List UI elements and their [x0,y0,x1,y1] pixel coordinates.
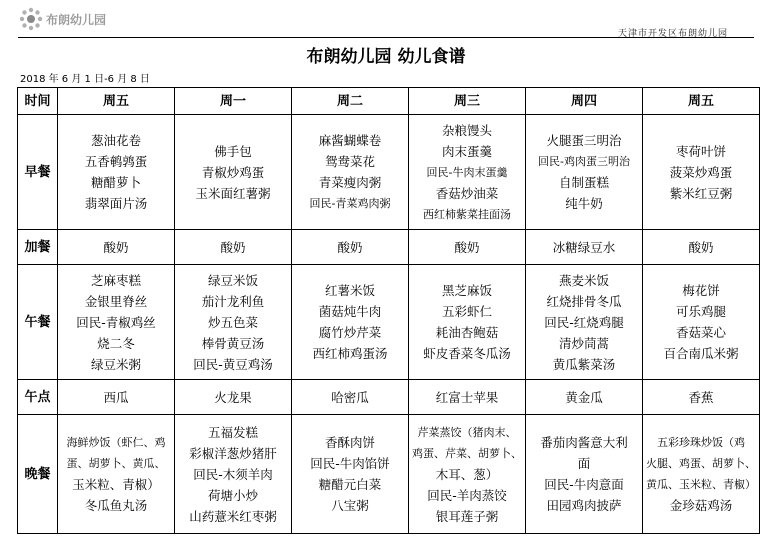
menu-cell [175,115,292,230]
menu-cell [526,115,643,230]
menu-cell [58,415,175,534]
dish-item: 玉米粒、青椒） [72,477,160,492]
menu-cell [175,415,292,534]
dish-item: 绿豆米饭 [207,272,258,288]
dish-item: 酸奶 [337,239,363,255]
dish-item: 佛手包 [214,143,252,159]
menu-cell [643,415,760,534]
meal-row-breakfast [18,115,760,230]
dish-item: 烧二冬 [97,335,135,351]
dish-item: 绿豆米粥 [90,356,141,372]
dish-item: 香蕉 [688,389,714,405]
meal-label: 午餐 [18,265,58,380]
day-header: 周四 [526,88,643,115]
menu-cell [58,115,175,230]
dish-item: 火龙果 [214,389,252,405]
dish-item: 回民-牛肉意面 [544,477,624,492]
header-divider [18,37,754,38]
day-header: 周五 [58,88,175,115]
menu-cell [526,265,643,380]
dish-item: 银耳莲子粥 [435,508,499,524]
menu-cell [58,230,175,265]
dish-item: 五彩虾仁 [441,304,492,319]
dish-item: 芝麻枣糕 [90,272,141,288]
dish-item: 香菇菜心 [675,325,726,340]
dish-item: 五福发糕 [207,424,258,440]
dish-item: 腐竹炒芹菜 [318,325,382,340]
dish-item: 翡翠面片汤 [84,196,148,211]
menu-cell [409,380,526,415]
dish-item: 哈密瓜 [331,389,369,405]
menu-cell [643,380,760,415]
dish-item: 杂粮馒头 [441,122,492,138]
dish-item: 红富士苹果 [435,389,499,405]
dish-item: 鸡蛋、芹菜、胡萝卜、 [412,446,522,460]
page-title: 布朗幼儿园 幼儿食谱 [306,47,466,67]
dish-item: 木耳、葱） [435,466,499,482]
menu-cell [409,230,526,265]
corner-label: 时间 [18,88,58,115]
dish-item: 菠菜炒鸡蛋 [669,164,733,180]
dish-item: 糖醋元白菜 [318,477,382,492]
meal-row-afternoon-snack [18,380,760,415]
dish-item: 回民-牛肉馅饼 [310,456,390,471]
menu-cell [292,265,409,380]
dish-item: 火腿、鸡蛋、胡萝卜、 [646,457,756,470]
dish-item: 荷塘小炒 [207,487,258,503]
dish-item: 黄瓜紫菜汤 [552,356,616,372]
dish-item: 彩椒洋葱炒猪肝 [189,445,277,461]
day-header: 周二 [292,88,409,115]
meal-label: 早餐 [18,115,58,230]
dish-item: 清炒茼蒿 [558,335,609,351]
menu-cell [526,415,643,534]
dish-item: 葱油花卷 [90,133,141,148]
dish-item: 面 [577,456,591,471]
dish-item: 青椒炒鸡蛋 [201,164,265,180]
dish-item: 回民-青菜鸡肉粥 [309,197,391,210]
dish-item: 酸奶 [454,239,480,255]
dish-item: 冰糖绿豆水 [552,239,616,255]
dish-item: 田园鸡肉披萨 [546,498,622,513]
dish-item: 燕麦米饭 [558,272,609,288]
menu-cell [58,265,175,380]
menu-cell [175,380,292,415]
dish-item: 火腿蛋三明治 [546,133,622,148]
menu-cell [409,265,526,380]
day-header: 周五 [643,88,760,115]
meal-label: 午点 [18,380,58,415]
menu-table [17,87,760,534]
dish-item: 鸳鸯菜花 [324,154,375,169]
dish-item: 番茄肉酱意大利 [540,435,628,450]
menu-cell [643,230,760,265]
meal-row-lunch [18,265,760,380]
dish-item: 海鲜炒饭（虾仁、鸡 [66,436,166,449]
logo [18,6,106,32]
dish-item: 芹菜蒸饺（猪肉末、 [417,425,517,439]
dish-item: 回民-牛肉末蛋羹 [426,165,508,179]
dish-item: 青菜瘦肉粥 [318,175,382,190]
menu-cell [526,380,643,415]
dish-item: 纯牛奶 [565,196,603,211]
dish-item: 回民-羊肉蒸饺 [427,487,507,503]
dish-item: 西红柿紫菜挂面汤 [423,207,511,221]
dish-item: 金珍菇鸡汤 [669,498,733,513]
dish-item: 酸奶 [220,239,246,255]
dish-item: 回民-红烧鸡腿 [544,314,624,330]
dish-item: 香酥肉饼 [324,435,375,450]
menu-cell [175,230,292,265]
menu-cell [58,380,175,415]
dish-item: 五彩珍珠炒饭（鸡 [657,436,745,449]
header-row [18,88,760,115]
dish-item: 金银里脊丝 [84,293,148,309]
dish-item: 回民-木须羊肉 [193,466,273,482]
dish-item: 百合南瓜米粥 [663,346,739,361]
menu-cell [643,265,760,380]
menu-cell [292,230,409,265]
dish-item: 黑芝麻饭 [441,283,492,298]
dish-item: 酸奶 [103,239,129,255]
dish-item: 五香鹌鹑蛋 [84,154,148,169]
dish-item: 紫米红豆粥 [669,185,733,201]
dish-item: 回民-鸡肉蛋三明治 [538,155,630,168]
menu-cell [409,115,526,230]
menu-cell [643,115,760,230]
dish-item: 回民-青椒鸡丝 [76,314,156,330]
dish-item: 玉米面红薯粥 [195,185,271,201]
meal-row-snack [18,230,760,265]
dish-item: 蛋、胡萝卜、黄瓜、 [66,457,166,470]
dish-item: 可乐鸡腿 [675,304,726,319]
dish-item: 红烧排骨冬瓜 [546,293,622,309]
logo-emblem-icon [18,6,44,32]
dish-item: 肉末蛋羹 [441,143,492,159]
dish-item: 梅花饼 [682,283,720,298]
dish-item: 炒五色菜 [207,314,258,330]
menu-cell [292,115,409,230]
dish-item: 麻酱蝴蝶卷 [318,133,382,148]
dish-item: 自制蛋糕 [558,175,609,190]
dish-item: 糖醋萝卜 [90,175,141,190]
dish-item: 耗油杏鲍菇 [435,325,499,340]
day-header: 周一 [175,88,292,115]
school-name: 天津市开发区布朗幼儿园 [617,29,728,39]
dish-item: 西红柿鸡蛋汤 [312,346,388,361]
logo-text: 布朗幼儿园 [46,12,107,27]
dish-item: 西瓜 [103,389,129,405]
meal-label: 加餐 [18,230,58,265]
dish-item: 棒骨黄豆汤 [201,335,265,351]
dish-item: 虾皮香菜冬瓜汤 [423,346,511,361]
dish-item: 枣荷叶饼 [675,143,726,159]
dish-item: 红薯米饭 [324,283,375,298]
date-range: 2018 年 6 月 1 日-6 月 8 日 [20,74,150,85]
menu-cell [292,380,409,415]
dish-item: 黄瓜、玉米粒、青椒） [646,478,756,491]
dish-item: 酸奶 [688,239,714,255]
menu-cell [292,415,409,534]
dish-item: 菌菇炖牛肉 [318,304,382,319]
dish-item: 茄汁龙利鱼 [201,293,265,309]
meal-label: 晚餐 [18,415,58,534]
dish-item: 黄金瓜 [565,389,603,405]
meal-row-dinner [18,415,760,534]
menu-cell [175,265,292,380]
dish-item: 回民-黄豆鸡汤 [193,356,273,372]
dish-item: 山药薏米红枣粥 [189,508,277,524]
menu-cell [409,415,526,534]
day-header: 周三 [409,88,526,115]
dish-item: 香菇炒油菜 [435,185,499,201]
dish-item: 八宝粥 [331,498,369,513]
menu-cell [526,230,643,265]
dish-item: 冬瓜鱼丸汤 [84,498,148,513]
